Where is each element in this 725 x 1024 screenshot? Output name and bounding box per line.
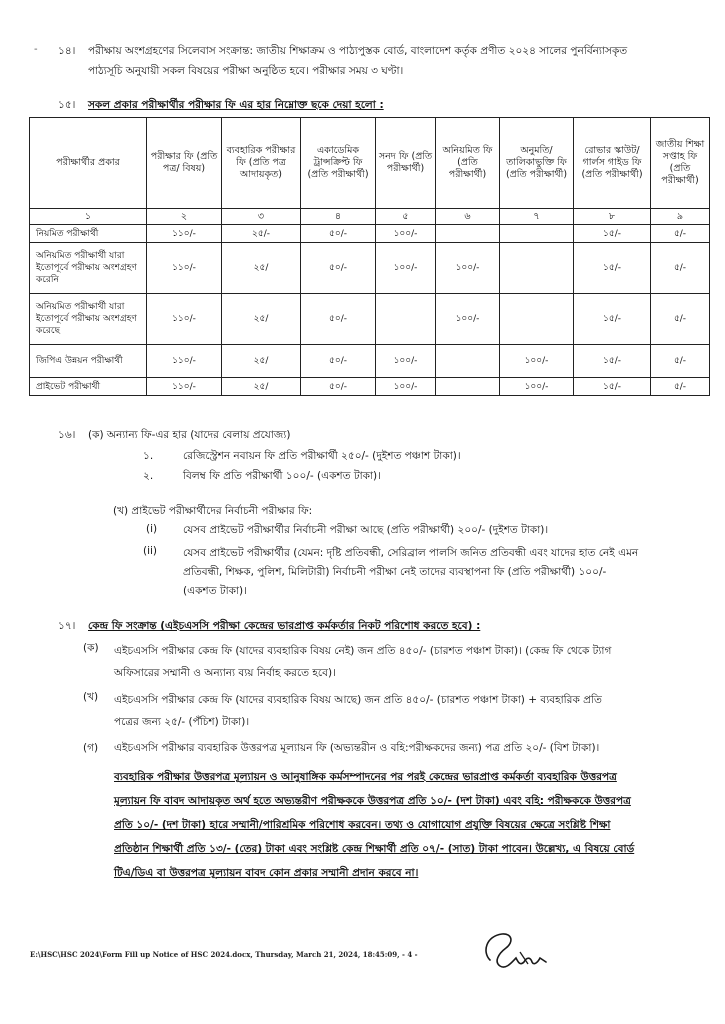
table-cell: অনিয়মিত পরীক্ষার্থী যারা ইতোপূর্বে পরীক্ষায় অংশগ্রহণ করেনি	[30, 243, 147, 294]
table-cell	[500, 243, 574, 294]
item-17-kha-line-2: পত্রের জন্য ২৫/- (পঁচিশ) টাকা)।	[114, 716, 250, 728]
table-cell: ৫/-	[651, 294, 710, 345]
table-cell: ১১০/-	[147, 243, 222, 294]
item-16-kha-heading: (খ) প্রাইভেট পরীক্ষার্থীদের নির্বাচনী পরীক্ষার ফি:	[113, 505, 313, 517]
table-cell	[500, 225, 574, 243]
header-scout-fee: রোভার স্কাউট/গার্লস গাইড ফি (প্রতি পরীক্ষার্থী)	[574, 118, 651, 209]
item-17-number: ১৭।	[58, 620, 76, 632]
item-16-ka-1-number: ১.	[143, 450, 154, 462]
table-cell	[500, 294, 574, 345]
item-16-number: ১৬।	[58, 429, 76, 441]
table-cell	[436, 225, 500, 243]
item-17-heading: কেন্দ্র ফি সংক্রান্ত (এইচএসসি পরীক্ষা কেন্দ্রের ভারপ্রাপ্ত কর্মকর্তার নিকট পরিশোধ করতে হবে) :	[88, 620, 481, 632]
item-17-kha-text	[114, 689, 714, 733]
item-16-kha-i-number: (i)	[146, 523, 158, 535]
item-16-kha-ii-line-2: প্রতিবন্ধী, শিক্ষক, পুলিশ, মিলিটারী) নির্বাচনী পরীক্ষা নেই তাদের ব্যবস্থাপনা ফি (প্রতি পরীক্ষার্থী) ১০০/-	[183, 566, 607, 578]
margin-mark: -	[34, 44, 38, 55]
table-row	[30, 225, 710, 243]
table-cell: ১৫/-	[574, 225, 651, 243]
header-education-week-fee: জাতীয় শিক্ষা সপ্তাহ ফি (প্রতি পরীক্ষার্থী)	[651, 118, 710, 209]
item-17-ga-bold-line-1: ব্যবহারিক পরীক্ষার উত্তরপত্র মূল্যায়ন ও আনুষাঙ্গিক কর্মসম্পাদনের পর পরই কেন্দ্রের ভারপ্রাপ্ত কর্মকর্তা ব্যবহারিক উত্তরপত্র	[114, 771, 617, 783]
header-transcript-fee: একাডেমিক ট্রান্সক্রিপ্ট ফি (প্রতি পরীক্ষার্থী)	[301, 118, 376, 209]
header-certificate-fee: সনদ ফি (প্রতি পরীক্ষার্থী)	[376, 118, 436, 209]
table-row	[30, 243, 710, 294]
table-cell: ৫/-	[651, 345, 710, 378]
table-cell: ১৫/-	[574, 243, 651, 294]
table-cell: ২৫/	[222, 294, 301, 345]
item-17-ga-bold-line-3: প্রতি ১০/- (দশ টাকা) হারে সম্মানী/পারিশ্রমিক পরিশোধ করবেন। তথ্য ও যোগাযোগ প্রযুক্তি বিষয়ের ক্ষেত্রে সংশ্লিষ্ট শিক্ষা	[114, 819, 611, 831]
column-index: ৩	[222, 209, 301, 225]
table-cell: ১০০/-	[376, 243, 436, 294]
table-cell: ২৫/	[222, 378, 301, 396]
table-cell: ২৫/	[222, 243, 301, 294]
item-17-ka-line-2: অফিসারের সম্মানী ও অন্যান্য ব্যয় নির্বাহ করতে হবে)।	[114, 667, 336, 679]
table-cell: জিপিএ উন্নয়ন পরীক্ষার্থী	[30, 345, 147, 378]
item-17-ga-label: (গ)	[83, 742, 99, 754]
item-16-kha-ii-line-1: যেসব প্রাইভেট পরীক্ষার্থীর (যেমন: দৃষ্টি প্রতিবন্ধী, সেরিব্রাল পালসি জনিত প্রতিবন্ধী এবং যাদের হাত নেই এমন	[183, 547, 639, 559]
table-cell: ১১০/-	[147, 225, 222, 243]
table-cell: ১০০/-	[436, 294, 500, 345]
header-permission-fee: অনুমতি/ তালিকাভুক্তি ফি (প্রতি পরীক্ষার্থী)	[500, 118, 574, 209]
table-cell: ১০০/-	[500, 345, 574, 378]
column-index: ৭	[500, 209, 574, 225]
item-15-number: ১৫।	[58, 99, 76, 111]
fee-table-header-row	[30, 118, 710, 209]
item-16-kha-ii-line-3: (একশত টাকা)।	[183, 585, 247, 597]
item-17-ka-text	[114, 640, 714, 684]
item-14-line-2: পাঠ্যসূচি অনুযায়ী সকল বিষয়ের পরীক্ষা অনুষ্ঠিত হবে। পরীক্ষার সময় ৩ ঘণ্টা।	[88, 65, 404, 77]
table-cell: ৫০/-	[301, 225, 376, 243]
header-practical-fee: ব্যবহারিক পরীক্ষার ফি (প্রতি পত্র আদায়কৃত)	[222, 118, 301, 209]
table-cell: ১০০/-	[376, 378, 436, 396]
table-cell: ৫০/-	[301, 243, 376, 294]
item-14-number: ১৪।	[58, 45, 76, 57]
item-17-ga-bold-line-5: টিএ/ডিএ বা উত্তরপত্র মূল্যায়ন বাবদ কোন প্রকার সম্মানী প্রদান করবে না।	[114, 867, 419, 879]
signature-image	[476, 922, 556, 982]
table-cell: ১৫/-	[574, 378, 651, 396]
column-index: ১	[30, 209, 147, 225]
table-cell	[436, 345, 500, 378]
table-cell: প্রাইভেট পরীক্ষার্থী	[30, 378, 147, 396]
table-cell: ৫০/-	[301, 294, 376, 345]
table-cell: ১১০/-	[147, 294, 222, 345]
column-index: ৫	[376, 209, 436, 225]
table-cell: ২৫/	[222, 345, 301, 378]
table-cell: ১৫/-	[574, 345, 651, 378]
header-irregular-fee: অনিয়মিত ফি (প্রতি পরীক্ষার্থী)	[436, 118, 500, 209]
item-17-ga-paragraph	[114, 765, 714, 885]
table-cell	[436, 378, 500, 396]
table-cell	[376, 294, 436, 345]
column-index: ২	[147, 209, 222, 225]
fee-table	[29, 117, 710, 396]
column-index: ৪	[301, 209, 376, 225]
item-17-ka-line-1: এইচএসসি পরীক্ষার কেন্দ্র ফি (যাদের ব্যবহারিক বিষয় নেই) জন প্রতি ৪৫০/- (চারশত পঞ্চাশ টাকা)। (কেন্দ্র ফি থেকে ট্যাগ	[114, 645, 612, 657]
item-16-kha-ii-number: (ii)	[143, 545, 158, 557]
table-row	[30, 345, 710, 378]
table-cell: ৫/-	[651, 378, 710, 396]
table-row	[30, 378, 710, 396]
item-17-ga-line-1: এইচএসসি পরীক্ষার ব্যবহারিক উত্তরপত্র মূল্যায়ন ফি (অভ্যন্তরীন ও বহি:পরীক্ষকদের জন্য) পত্র প্রতি ২০/- (বিশ টাকা)।	[114, 742, 600, 754]
item-16-ka-1-text: রেজিস্ট্রেশন নবায়ন ফি প্রতি পরীক্ষার্থী ২৫০/- (দুইশত পঞ্চাশ টাকা)।	[183, 450, 461, 462]
item-16-kha-i-text: যেসব প্রাইভেট পরীক্ষার্থীর নির্বাচনী পরীক্ষা আছে (প্রতি পরীক্ষার্থী) ২০০/- (দুইশত টাকা)।	[183, 524, 549, 536]
table-cell: ৫/-	[651, 243, 710, 294]
table-cell: ১১০/-	[147, 345, 222, 378]
table-row	[30, 294, 710, 345]
table-cell: ৫/-	[651, 225, 710, 243]
item-14-text	[88, 43, 713, 79]
table-cell: নিয়মিত পরীক্ষার্থী	[30, 225, 147, 243]
header-examinee-type: পরীক্ষার্থীর প্রকার	[30, 118, 147, 209]
table-cell: অনিয়মিত পরীক্ষার্থী যারা ইতোপূর্বে পরীক্ষায় অংশগ্রহণ করেছে	[30, 294, 147, 345]
document-footer-path: E:\HSC\HSC 2024\Form Fill up Notice of HSC 2024.docx, Thursday, March 21, 2024, 18:45:09, - 4 -	[30, 950, 418, 959]
item-16-ka-2-text: বিলম্ব ফি প্রতি পরীক্ষার্থী ১০০/- (একশত টাকা)।	[183, 470, 381, 482]
item-14-line-1: পরীক্ষায় অংশগ্রহণের সিলেবাস সংক্রান্ত: জাতীয় শিক্ষাক্রম ও পাঠ্যপুস্তক বোর্ড, বাংলাদেশ কর্তৃক প্রণীত ২০২৪ সালের পুনর্বিন্যাসকৃত	[88, 45, 628, 57]
item-17-ka-label: (ক)	[83, 642, 99, 654]
table-cell: ২৫/-	[222, 225, 301, 243]
column-index: ৯	[651, 209, 710, 225]
table-cell: ১৫/-	[574, 294, 651, 345]
item-15-heading: সকল প্রকার পরীক্ষার্থীর পরীক্ষার ফি এর হার নিম্নোক্ত ছকে দেয়া হলো :	[88, 99, 384, 111]
item-17-kha-label: (খ)	[83, 691, 99, 703]
table-cell: ৫০/-	[301, 378, 376, 396]
table-cell: ১০০/-	[376, 225, 436, 243]
column-index: ৬	[436, 209, 500, 225]
item-17-kha-line-1: এইচএসসি পরীক্ষার কেন্দ্র ফি (যাদের ব্যবহারিক বিষয় আছে) জন প্রতি ৪৫০/- (চারশত পঞ্চাশ টাকা) + ব্যবহারিক প্রতি	[114, 694, 602, 706]
table-cell: ৫০/-	[301, 345, 376, 378]
table-cell: ১০০/-	[436, 243, 500, 294]
item-17-ga-bold-line-2: মূল্যায়ন ফি বাবদ আদায়কৃত অর্থ হতে অভ্যন্তরীণ পরীক্ষককে উত্তরপত্র প্রতি ১০/- (দশ টাকা) এবং বহি: পরীক্ষককে উত্তরপত্র	[114, 795, 631, 807]
item-17-ga-bold-line-4: প্রতিষ্ঠান শিক্ষার্থী প্রতি ১৩/- (তের) টাকা এবং সংশ্লিষ্ট কেন্দ্র শিক্ষার্থী প্রতি ০৭/- (সাত) টাকা পাবেন। উল্লেখ্য, এ বিষয়ে বোর্ড	[114, 843, 635, 855]
table-cell: ১০০/-	[376, 345, 436, 378]
column-index: ৮	[574, 209, 651, 225]
column-index-row	[30, 209, 710, 225]
table-cell: ১১০/-	[147, 378, 222, 396]
item-16-kha-ii-text	[183, 544, 708, 601]
item-16-ka-2-number: ২.	[143, 470, 154, 482]
item-16-ka-heading: (ক) অন্যান্য ফি-এর হার (যাদের বেলায় প্রযোজ্য)	[88, 429, 291, 441]
table-cell: ১০০/-	[500, 378, 574, 396]
header-exam-fee: পরীক্ষার ফি (প্রতি পত্র/ বিষয়)	[147, 118, 222, 209]
